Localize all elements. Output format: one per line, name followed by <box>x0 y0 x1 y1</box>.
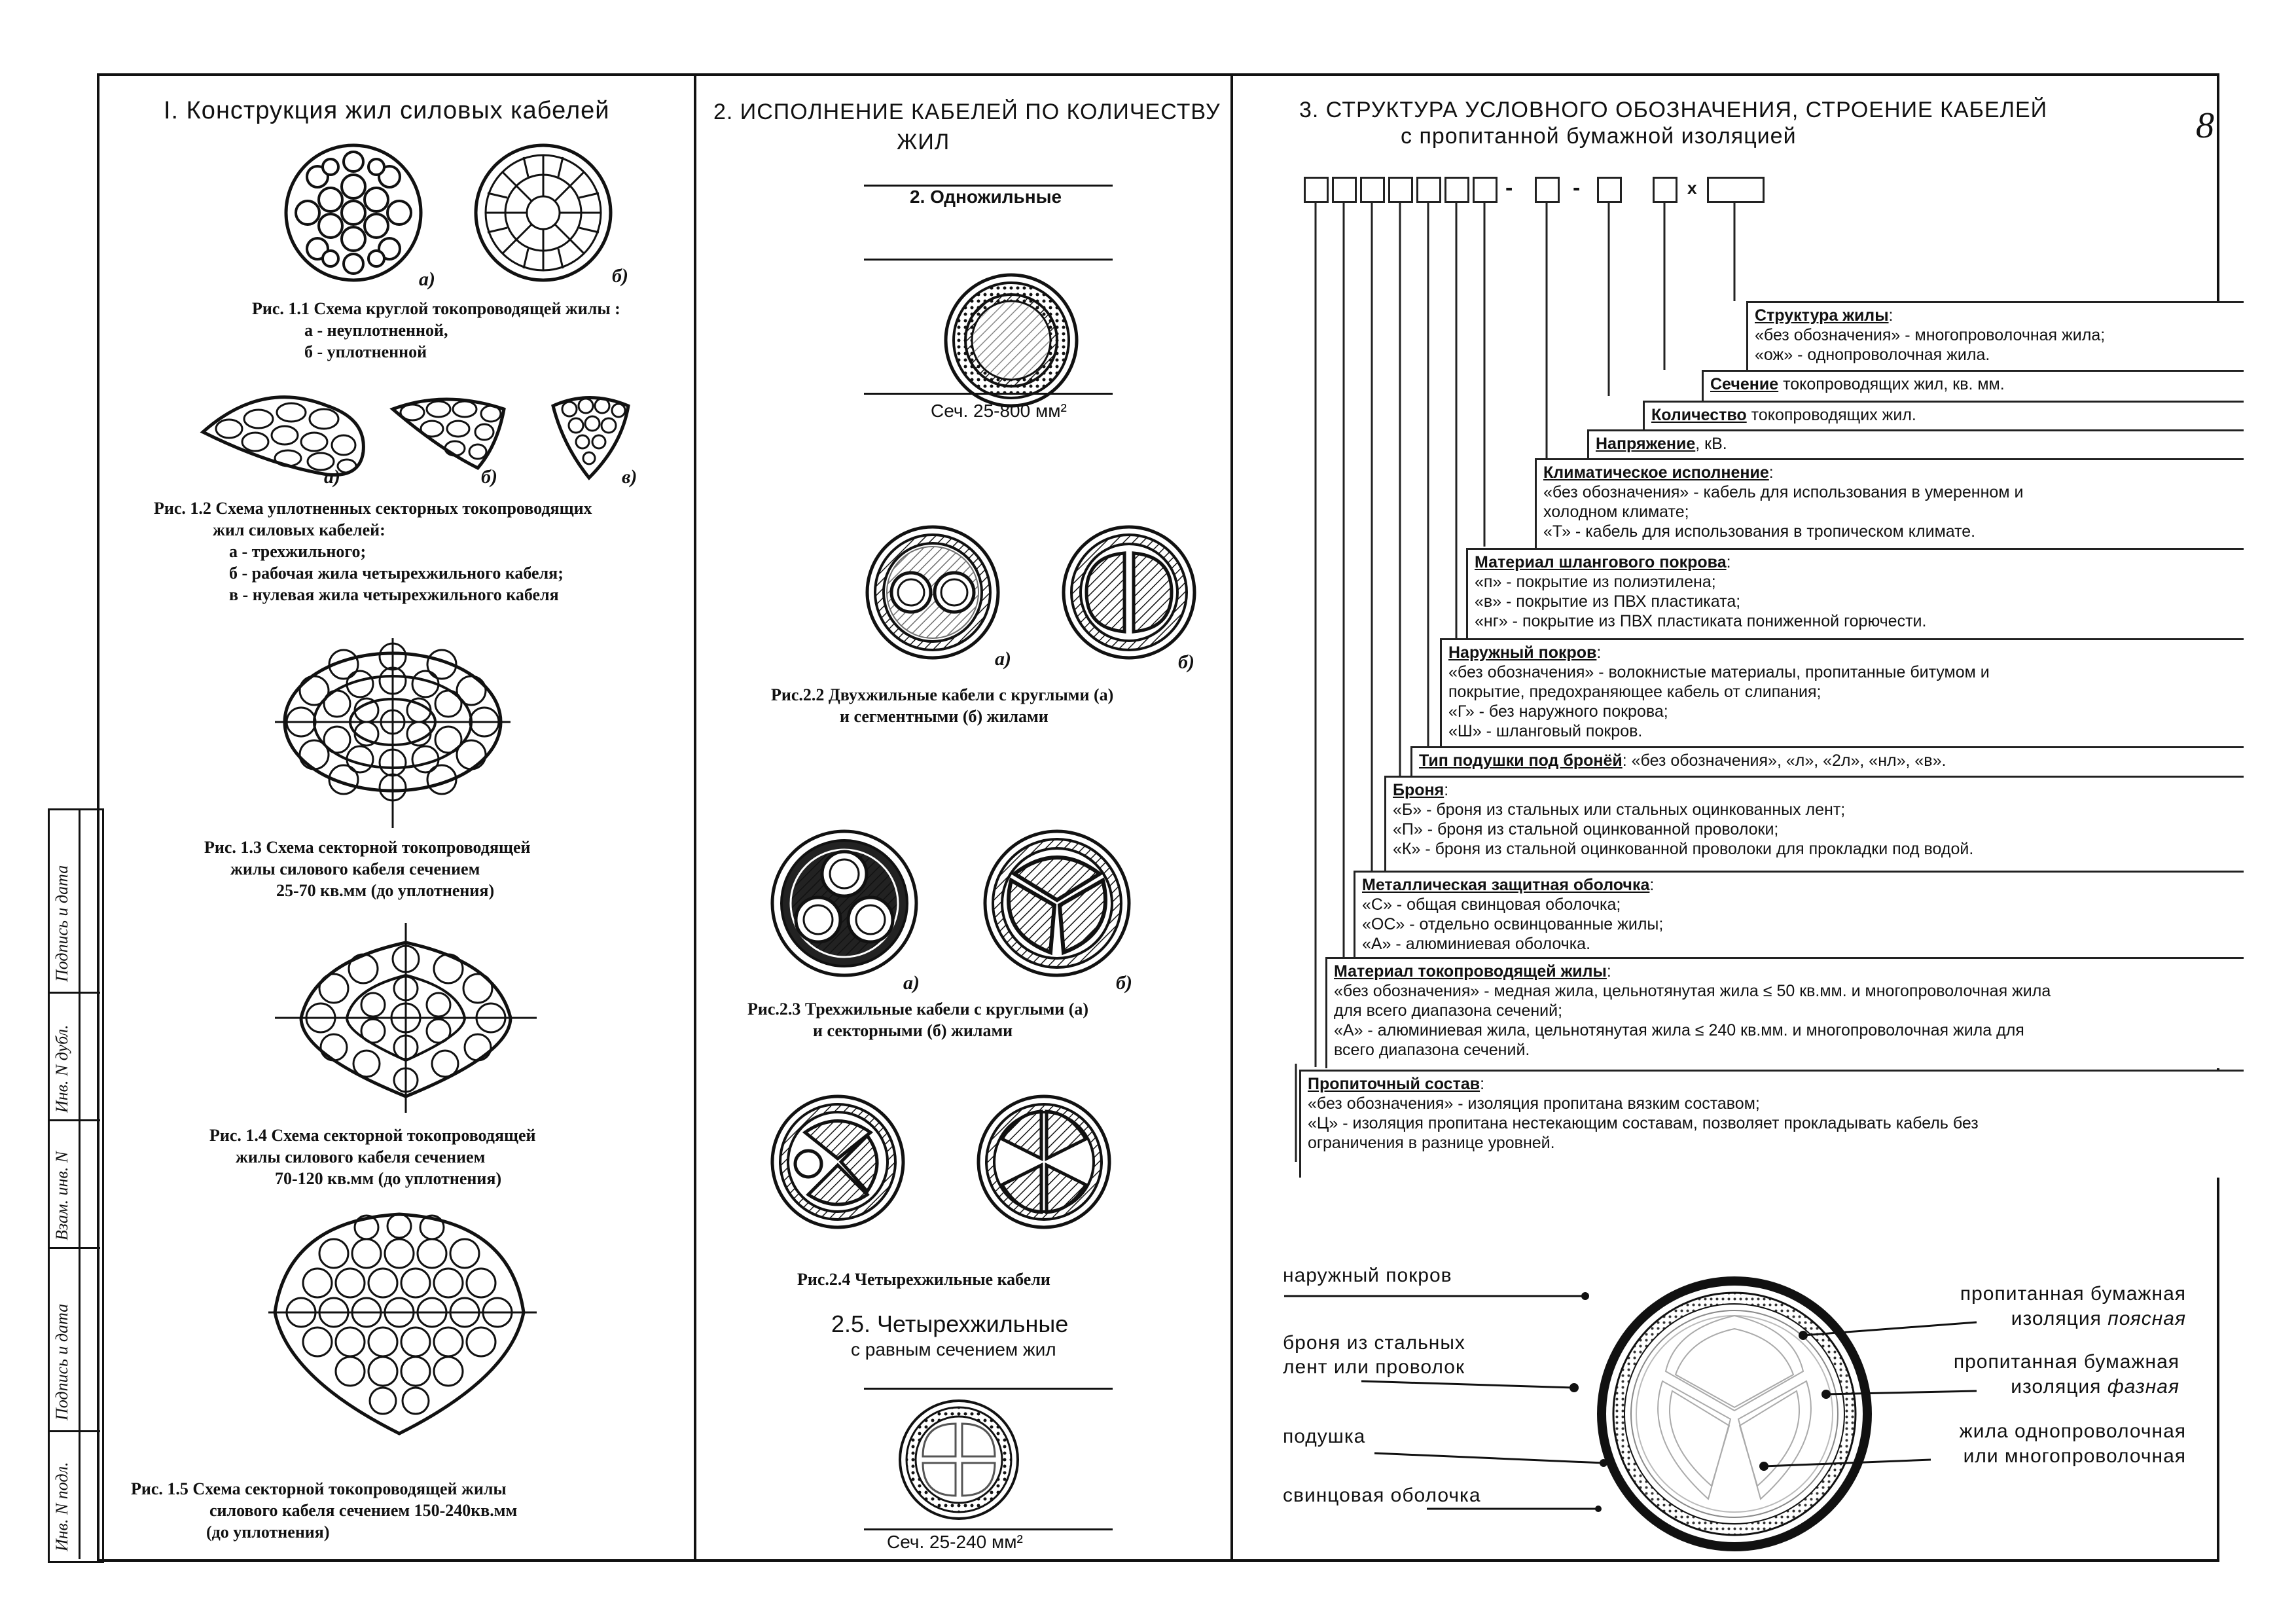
fig1-1-mark-b: б) <box>612 265 628 287</box>
legend-box-bedding: Тип подушки под бронёй: «без обозначения», «л», «2л», «нл», «в». <box>1410 746 2244 778</box>
callout-bedding: подушка <box>1283 1426 1366 1447</box>
fig1-2-caption: Рис. 1.2 Схема уплотненных секторных токопроводящих жил силовых кабелей: а - трехжильного; б - рабочая жила четырехжильного кабеля; в - нулевая жила четырехжильного кабеля <box>154 499 592 604</box>
fig1-5-caption: Рис. 1.5 Схема секторной токопроводящей жилы силового кабеля сечением 150-240кв.мм (до уплотнения) <box>131 1479 518 1542</box>
legend-box-conductor-material: Материал токопроводящей жилы: «без обозначения» - медная жила, цельнотянутая жила ≤ 50 кв.мм. и многопроволочная жила для всего диапазона сечений; «А» - алюминиевая жила, цельнотянутая жила ≤ 240 кв.мм. и многопроволочная жила для всего диапазона сечений. <box>1325 957 2244 1068</box>
fig2-2-mark-a: а) <box>995 648 1011 670</box>
callout-phase-insulation: пропитанная бумажная изоляция фазная <box>1953 1351 2179 1398</box>
callout-armor-line2: лент или проволок <box>1283 1356 1465 1378</box>
fig1-4-caption: Рис. 1.4 Схема секторной токопроводящей жилы силового кабеля сечением 70-120 кв.мм (до уплотнения) <box>209 1126 536 1188</box>
page-number: 8 <box>2196 105 2214 146</box>
stamp-inv-dubl: Инв. N дубл. <box>52 1024 71 1113</box>
legend-box-voltage: Напряжение, кВ. <box>1587 429 2244 461</box>
single-heading: 2. Одножильные <box>910 187 1062 207</box>
callout-lead-sheath: свинцовая оболочка <box>1283 1485 1481 1506</box>
fig1-2-mark-b: б) <box>481 466 497 488</box>
code-times: x <box>1687 178 1697 198</box>
callout-armor-line1: броня из стальных <box>1283 1332 1465 1354</box>
fig2-2-mark-b: б) <box>1178 651 1194 673</box>
callout-conductor: жила однопроволочная или многопроволочная <box>1959 1420 2186 1467</box>
code-dash-2: - <box>1573 175 1581 200</box>
section2-title: 2. ИСПОЛНЕНИЕ КАБЕЛЕЙ ПО КОЛИЧЕСТВУ ЖИЛ <box>713 99 1221 154</box>
fig1-2-mark-c: в) <box>622 466 637 488</box>
fig2-3-caption: Рис.2.3 Трехжильные кабели с круглыми (а) и секторными (б) жилами <box>747 1000 1089 1040</box>
legend-box-hose-cover: Материал шлангового покрова: «п» - покрытие из полиэтилена; «в» - покрытие из ПВХ пластиката; «нг» - покрытие из ПВХ пластиката пониженной горючести. <box>1466 548 2244 640</box>
fig2-3-mark-b: б) <box>1116 972 1132 994</box>
legend-box-climate: Климатическое исполнение: «без обозначения» - кабель для использования в умеренном и холодном климате; «Т» - кабель для использования в тропическом климате. <box>1535 458 2244 550</box>
section3-title: 3. СТРУКТУРА УСЛОВНОГО ОБОЗНАЧЕНИЯ, СТРОЕНИЕ КАБЕЛЕЙ с пропитанной бумажной изоляцией <box>1299 98 2048 149</box>
stamp-signature-date-2: Подпись и дата <box>52 1303 71 1420</box>
legend-box-cross-section: Сечение токопроводящих жил, кв. мм. <box>1702 370 2244 401</box>
legend-box-core-count: Количество токопроводящих жил. <box>1643 401 2244 432</box>
legend-box-core-structure: Структура жилы: «без обозначения» - многопроволочная жила; «ож» - однопроволочная жила. <box>1746 301 2244 373</box>
equal-heading: 2.5. Четырехжильные с равным сечением жил <box>831 1310 1069 1360</box>
fig1-1-caption: Рис. 1.1 Схема круглой токопроводящей жилы : а - неуплотненной, б - уплотненной <box>252 299 620 361</box>
stamp-vzam-inv: Взам. инв. N <box>52 1151 71 1240</box>
legend-box-impregnation: Пропиточный состав: «без обозначения» - изоляция пропитана вязким составом; «Ц» - изоляция пропитана нестекающим составам, позволяет прокладывать кабель без ограничения в разнице уровней. <box>1299 1070 2244 1178</box>
callout-belt-insulation: пропитанная бумажная изоляция поясная <box>1960 1283 2186 1329</box>
single-section-label: Сеч. 25-800 мм² <box>931 401 1067 421</box>
stamp-inv-podl: Инв. N подл. <box>52 1462 71 1551</box>
legend-box-armor: Броня: «Б» - броня из стальных или стальных оцинкованных лент; «П» - броня из стальной оцинкованной проволоки; «К» - броня из стальной оцинкованной проволоки для прокладки под водой. <box>1384 776 2244 871</box>
fig2-3-mark-a: а) <box>903 972 920 994</box>
stamp-signature-date-1: Подпись и дата <box>52 865 71 982</box>
code-dash-1: - <box>1505 175 1513 200</box>
fig1-2-mark-a: а) <box>324 466 340 488</box>
legend-box-metal-sheath: Металлическая защитная оболочка: «С» - общая свинцовая оболочка; «ОС» - отдельно освинцованные жилы; «А» - алюминиевая оболочка. <box>1354 871 2244 965</box>
fig1-3-caption: Рис. 1.3 Схема секторной токопроводящей жилы силового кабеля сечением 25-70 кв.мм (до уплотнения) <box>204 838 531 900</box>
fig2-4-caption: Рис.2.4 Четырехжильные кабели <box>797 1270 1050 1289</box>
legend-box-outer-cover: Наружный покров: «без обозначения» - волокнистые материалы, пропитанные битумом и покрытие, предохраняющее кабель от слипания; «Г» - без наружного покрова; «Ш» - шланговый покров. <box>1440 638 2244 749</box>
section1-title: I. Конструкция жил силовых кабелей <box>164 97 610 124</box>
fig2-2-caption: Рис.2.2 Двухжильные кабели с круглыми (а) и сегментными (б) жилами <box>771 685 1114 726</box>
equal-section-label: Сеч. 25-240 мм² <box>887 1532 1023 1552</box>
fig1-1-mark-a: а) <box>419 268 435 290</box>
callout-outer-cover: наружный покров <box>1283 1265 1452 1286</box>
